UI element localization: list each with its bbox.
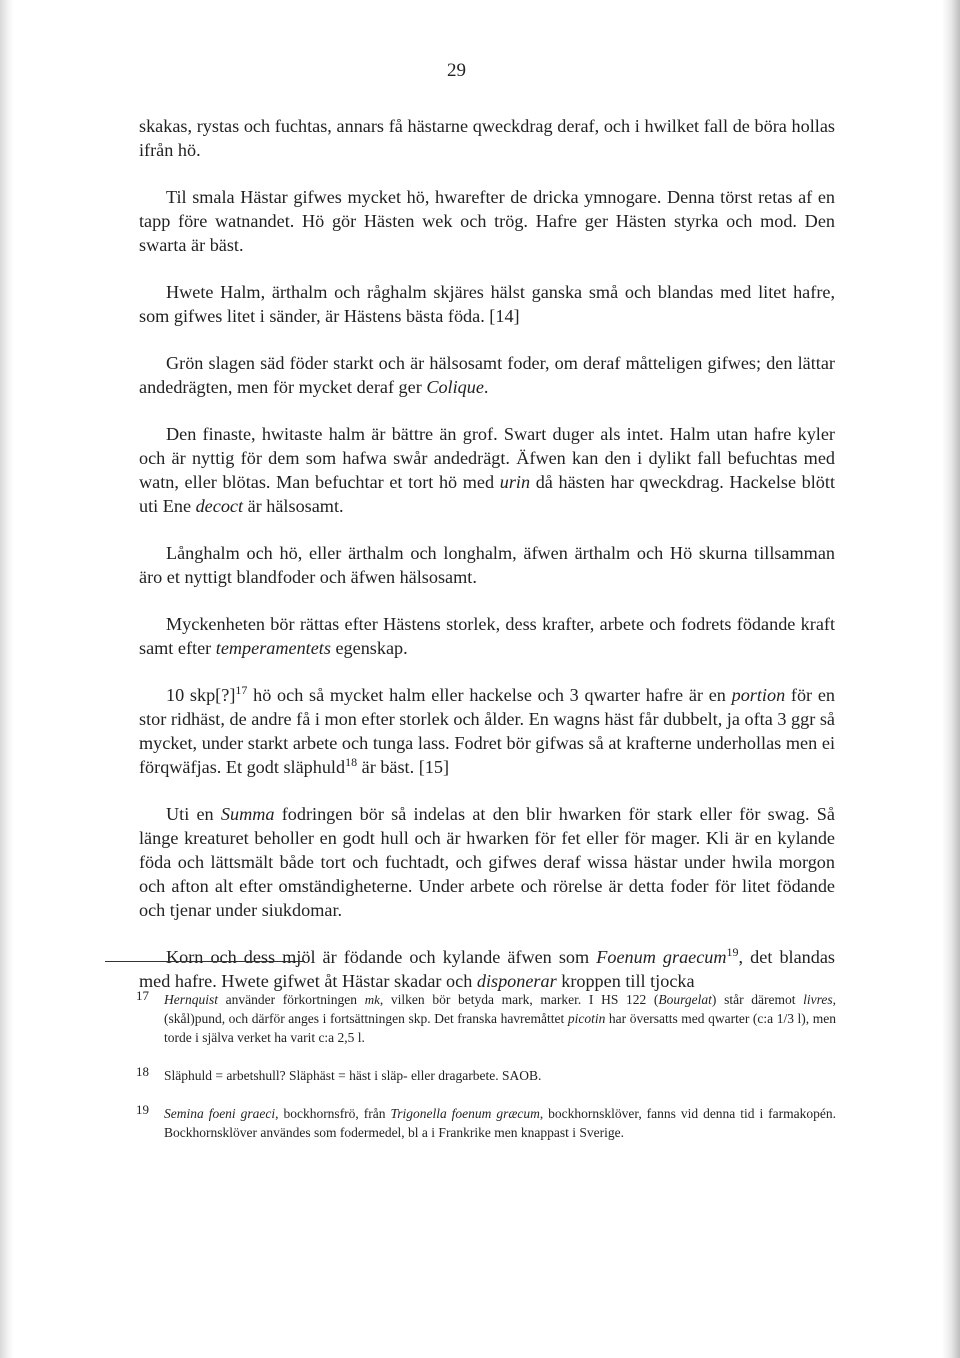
text-run: Uti en — [166, 804, 221, 824]
footnote-reference: 17 — [235, 682, 248, 697]
page-edge-shadow — [942, 0, 960, 1358]
text-run: är bäst. [15] — [357, 757, 450, 777]
paragraph — [139, 114, 835, 162]
text-run: ) står däremot — [711, 992, 804, 1007]
text-run: Hwete Halm, ärthalm och råghalm skjäres hälst ganska små och blandas med litet hafre, som gifwes litet i sänder, är Hästens bästa föda. [14] — [139, 282, 835, 326]
text-run: , det blandas med hafre. Hwete gifwet åt Hästar skadar och — [139, 947, 835, 991]
text-run: Myckenheten bör rättas efter Hästens storlek, dess krafter, arbete och fodrets födande kraft samt efter — [139, 614, 835, 658]
text-run: hö och så mycket halm eller hackelse och 3 qwarter hafre är en — [247, 685, 732, 705]
text-run: Släphuld = arbetshull? Släphäst = häst i släp- eller dragarbete. SAOB. — [164, 1068, 542, 1083]
italic-text: Hernquist — [164, 992, 218, 1007]
text-run: Den finaste, hwitaste halm är bättre än grof. Swart duger als intet. Halm utan hafre kyler och är nyttig för dem som hafwa swår andedrägt. Äfwen kan den i dylikt fall befuchtas med watn, eller blötas. Man befuchtar et tort hö med — [139, 424, 835, 492]
text-run: Til smala Hästar gifwes mycket hö, hwarefter de dricka ymnogare. Denna törst retas af en tapp före watnandet. Hö gör Hästen wek och trög. Hafre ger Hästen styrka och mod. Den swarta är bäst. — [139, 187, 835, 255]
paragraph — [139, 280, 835, 328]
paragraph — [139, 683, 835, 779]
paragraph — [139, 185, 835, 257]
footnote — [136, 1104, 836, 1142]
paragraph — [139, 945, 835, 993]
text-run: fodringen bör så indelas at den blir hwarken för stark eller för swag. Så länge kreaturet beholler en godt hull och är hwarken för fet eller för mager. Kli är en kylande föda och lättsmält både tort och fuchtadt, och gifwes deraf wissa hästar under hwila morgon och afton alt efter omständigheterne. Under arbete och rörelse är detta foder för litet födande och tjenar under siukdomar. — [139, 804, 835, 920]
italic-text: temperamentets — [215, 638, 331, 658]
italic-text: picotin — [567, 1011, 606, 1026]
text-run: är hälsosamt. — [243, 496, 344, 516]
footnote-number: 18 — [136, 1064, 149, 1079]
text-run: , bockhornsfrö, från — [275, 1106, 391, 1121]
text-run: , vilken bör betyda mark, marker. I HS 122 ( — [379, 992, 659, 1007]
footnote-reference: 19 — [726, 944, 739, 959]
text-run: använder förkortningen — [218, 992, 365, 1007]
footnote — [136, 990, 836, 1047]
text-run: har översatts med qwarter (c:a 1/3 l), men torde i själva verket ha varit c:a 2,5 l. — [164, 1011, 836, 1045]
text-run: , (skål)pund, och därför anges i fortsättningen skp. Det franska havremåttet — [164, 992, 837, 1026]
page-number: 29 — [447, 60, 466, 81]
italic-text: disponerar — [476, 971, 557, 991]
footnotes — [136, 990, 836, 1161]
footnote-number: 17 — [136, 988, 149, 1003]
paragraph — [139, 422, 835, 518]
text-run: för en stor ridhäst, de andre få i mon efter storlek och ålder. En wagns häst får dubbelt, ja ofta 3 ggr så mycket, under starkt arbete och tunga lass. Fodret bör gifwas så at krafterne underhollas men ei förqwäfjas. Et godt släphuld — [139, 685, 836, 777]
text-run: 10 skp[?] — [166, 685, 236, 705]
text-run: då hästen har qweckdrag. Hackelse blött uti Ene — [139, 472, 835, 516]
abbreviation-mark: mk — [364, 992, 380, 1007]
body-text — [139, 114, 835, 1016]
italic-text: Trigonella foenum græcum — [390, 1106, 540, 1121]
footnote-number: 19 — [136, 1102, 149, 1117]
italic-text: Foenum graecum — [596, 947, 727, 967]
footnote-rule — [105, 961, 305, 962]
text-run: Grön slagen säd föder starkt och är hälsosamt foder, om deraf måtteligen gifwes; den lättar andedrägten, men för mycket deraf ger — [139, 353, 835, 397]
footnote-reference: 18 — [345, 754, 358, 769]
text-run: egenskap. — [330, 638, 408, 658]
paragraph — [139, 541, 835, 589]
text-run: . — [483, 377, 489, 397]
italic-text: urin — [499, 472, 531, 492]
italic-text: Colique — [426, 377, 484, 397]
text-run: Korn och dess mjöl är födande och kylande äfwen som — [166, 947, 597, 967]
italic-text: Semina foeni graeci — [164, 1106, 276, 1121]
italic-text: Summa — [220, 804, 275, 824]
italic-text: decoct — [195, 496, 244, 516]
paragraph — [139, 802, 835, 922]
paragraph — [139, 612, 835, 660]
paragraph — [139, 351, 835, 399]
italic-text: Bourgelat — [658, 992, 712, 1007]
text-run: kroppen till tjocka — [556, 971, 695, 991]
footnote — [136, 1066, 836, 1085]
italic-text: livres — [803, 992, 833, 1007]
text-run: Långhalm och hö, eller ärthalm och longhalm, äfwen ärthalm och Hö skurna tillsamman äro et nyttigt blandfoder och äfwen hälsosamt. — [139, 543, 835, 587]
text-run: skakas, rystas och fuchtas, annars få hästarne qweckdrag deraf, och i hwilket fall de böra hollas ifrån hö. — [139, 116, 835, 160]
italic-text: portion — [731, 685, 786, 705]
binding-shadow — [0, 0, 14, 1358]
text-run: , bockhornsklöver, fanns vid denna tid i farmakopén. Bockhornsklöver användes som fodermedel, bl a i Frankrike men knappast i Sverige. — [164, 1106, 836, 1140]
